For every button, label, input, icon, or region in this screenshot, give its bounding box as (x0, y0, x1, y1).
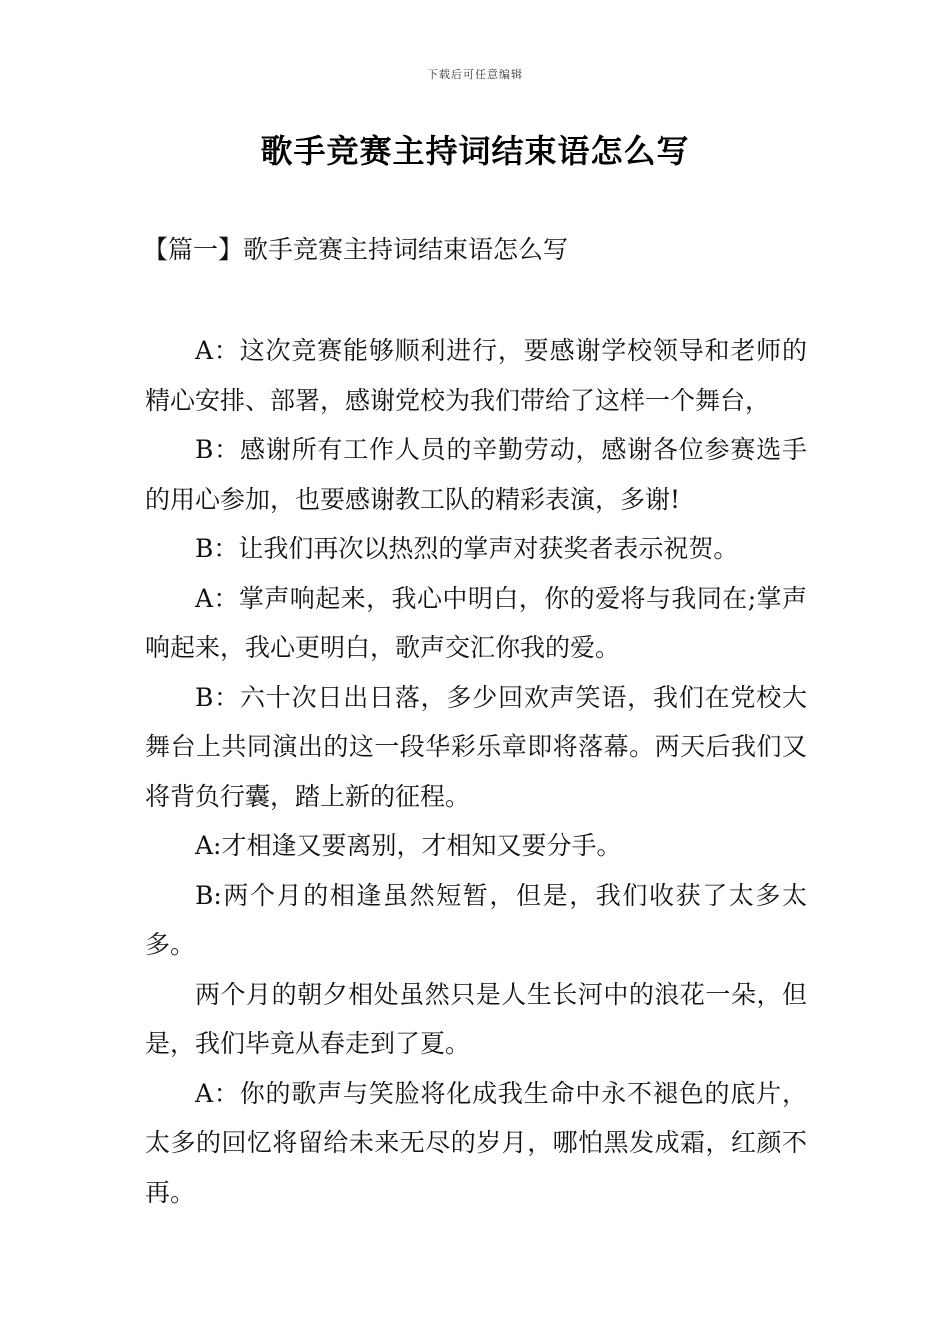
paragraph: B：让我们再次以热烈的掌声对获奖者表示祝贺。 (195, 534, 739, 563)
document-body (145, 326, 807, 1217)
paragraph: A:才相逢又要离别，才相知又要分手。 (195, 831, 622, 860)
paragraph: B：六十次日出日落，多少回欢声笑语，我们在党校大舞台上共同演出的这一段华彩乐章即将落幕。两天后我们又将背负行囊，踏上新的征程。 (145, 682, 807, 811)
paragraph: 两个月的朝夕相处虽然只是人生长河中的浪花一朵，但是，我们毕竟从春走到了夏。 (145, 979, 807, 1058)
document-title: 歌手竞赛主持词结束语怎么写 (260, 132, 690, 170)
section-heading: 【篇一】歌手竞赛主持词结束语怎么写 (143, 235, 569, 264)
paragraph: B:两个月的相逢虽然短暂，但是，我们收获了太多太多。 (145, 880, 807, 959)
paragraph: A：这次竞赛能够顺利进行，要感谢学校领导和老师的精心安排、部署，感谢党校为我们带给了这样一个舞台， (145, 336, 807, 415)
paragraph: A：掌声响起来，我心中明白，你的爱将与我同在;掌声响起来，我心更明白，歌声交汇你我的爱。 (145, 583, 807, 662)
paragraph: B：感谢所有工作人员的辛勤劳动，感谢各位参赛选手的用心参加，也要感谢教工队的精彩表演，多谢! (145, 435, 807, 514)
paragraph: A：你的歌声与笑脸将化成我生命中永不褪色的底片，太多的回忆将留给未来无尽的岁月，哪怕黑发成霜，红颜不再。 (145, 1078, 807, 1207)
header-note: 下载后可任意编辑 (427, 68, 523, 81)
